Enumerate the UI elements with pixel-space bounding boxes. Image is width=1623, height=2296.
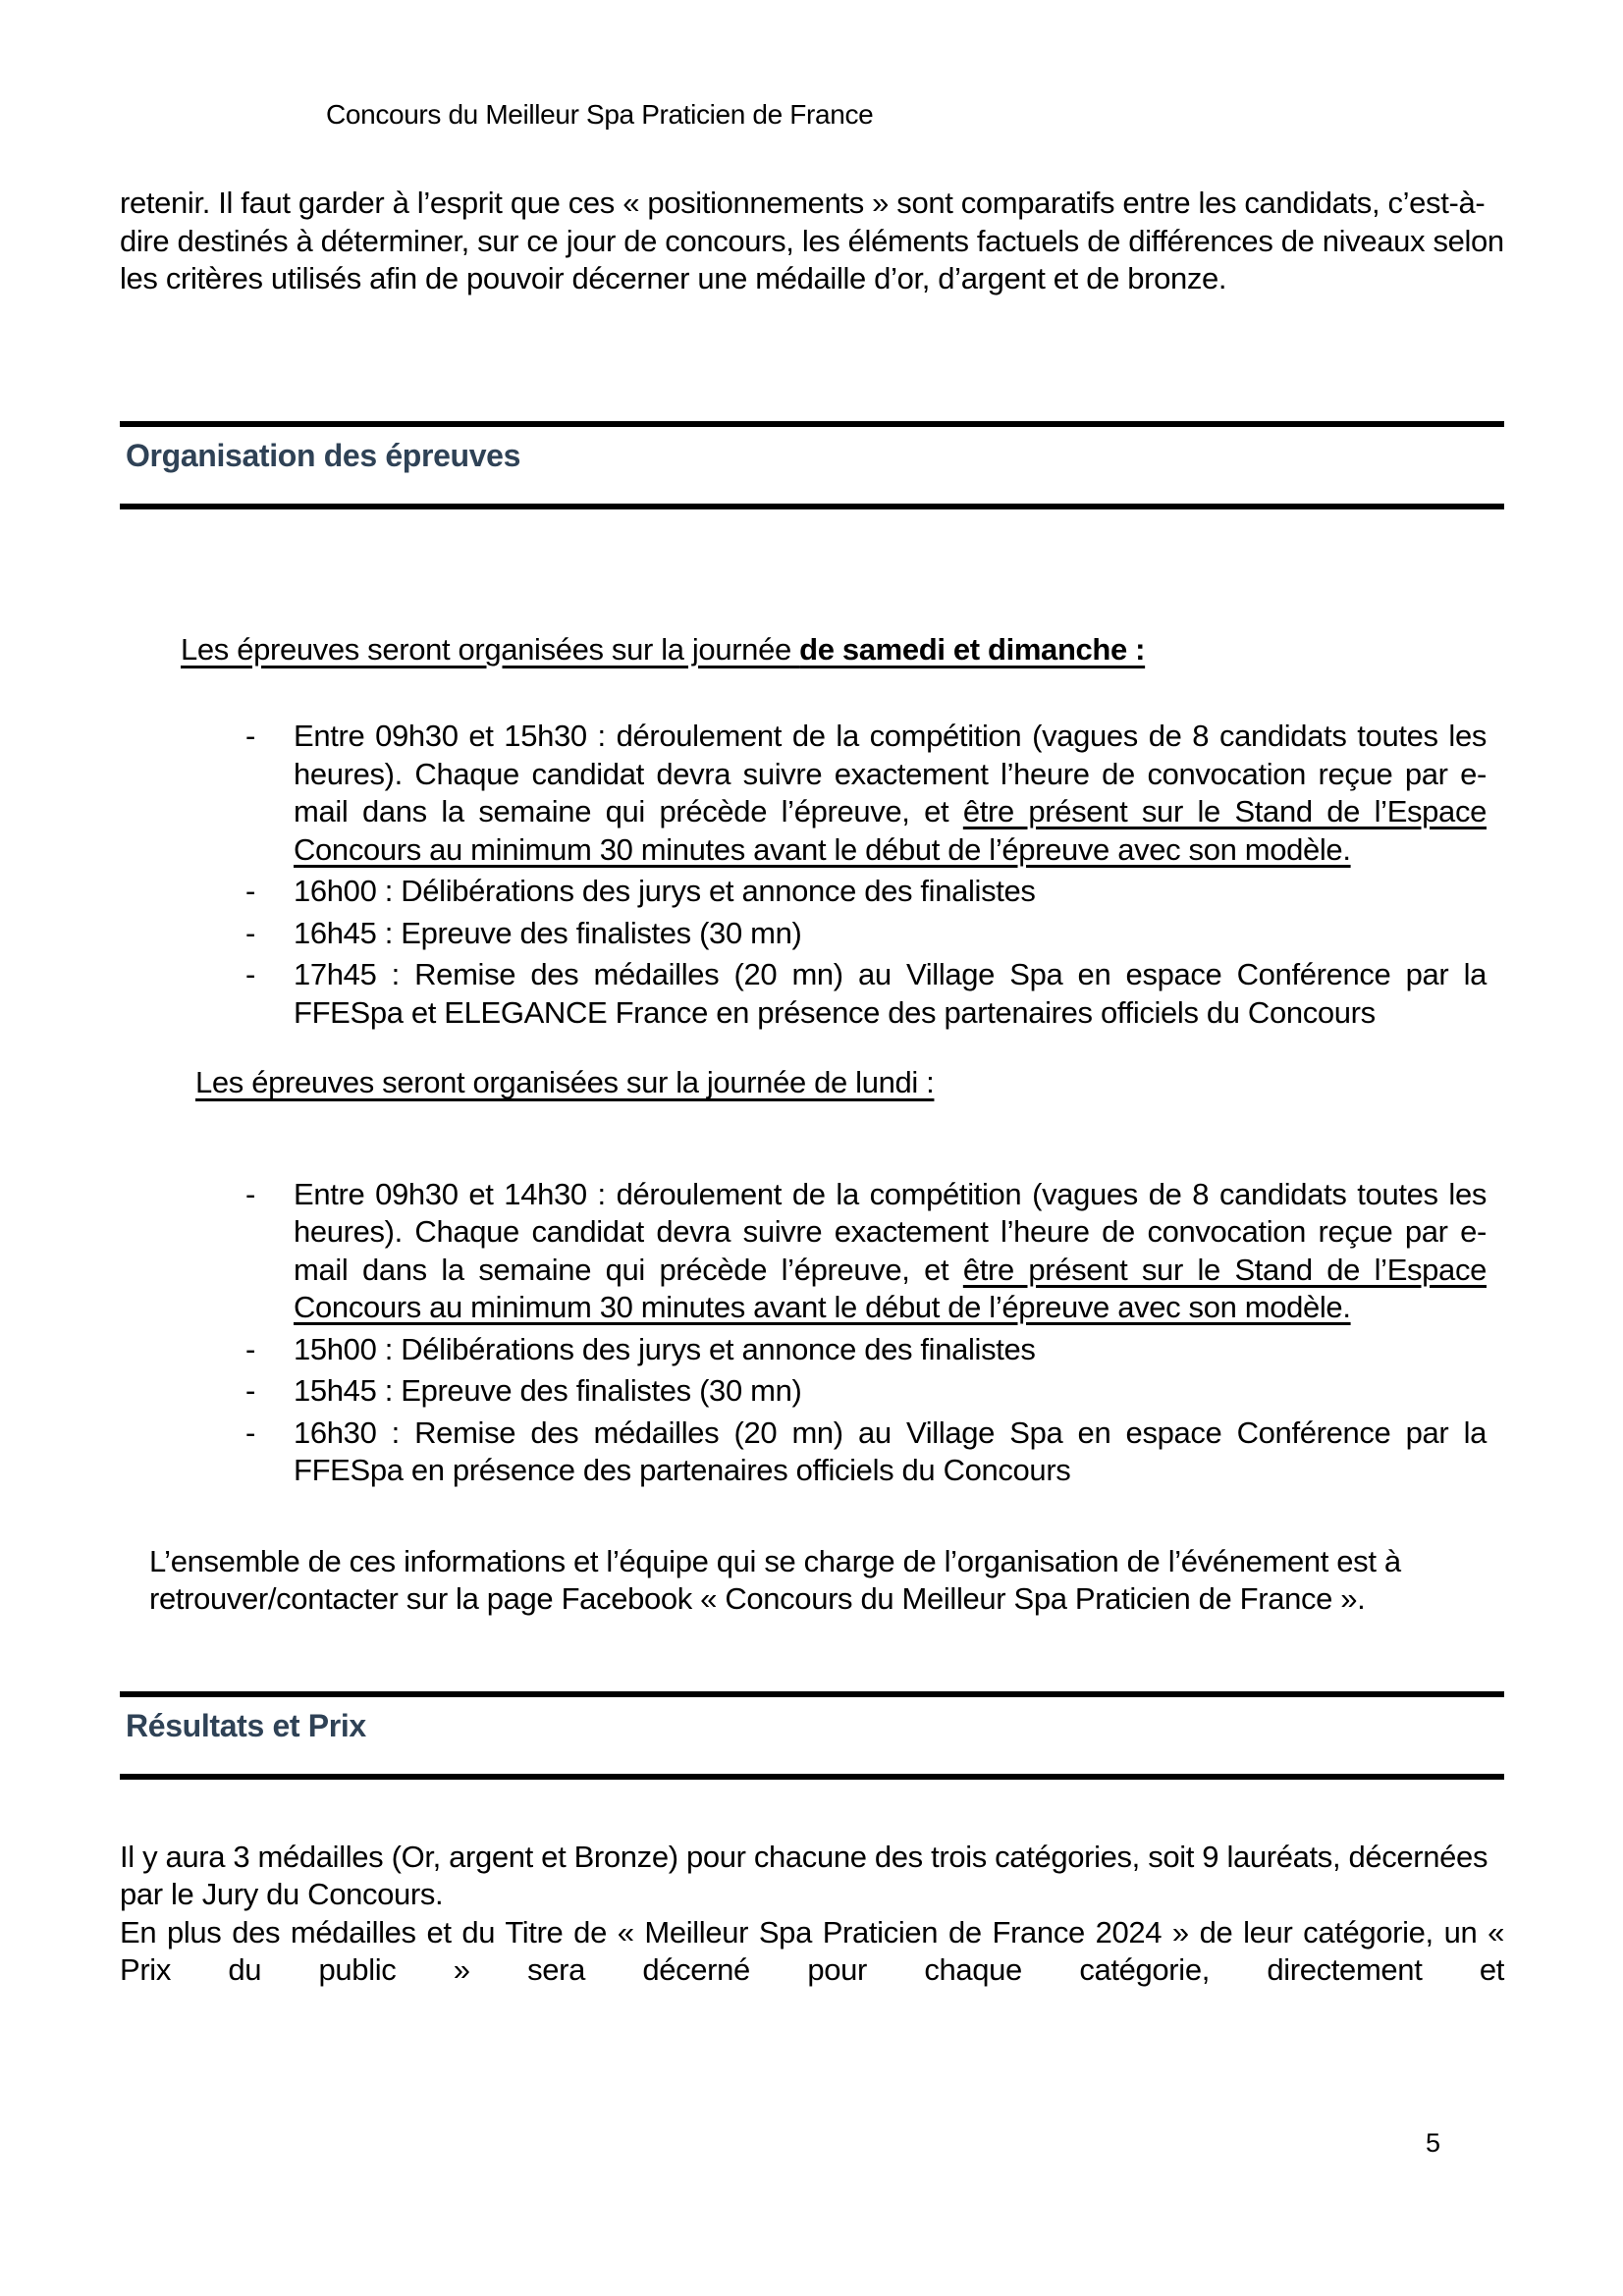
facebook-info-paragraph: L’ensemble de ces informations et l’équipe qui se charge de l’organisation de l’événement est à retrouver/contacter sur la page Facebook « Concours du Meilleur Spa Praticien de France ». [149, 1543, 1401, 1616]
schedule-item-finalists-round: - 16h45 : Epreuve des finalistes (30 mn) [294, 915, 1504, 953]
schedule-item-finalists-round: - 15h45 : Epreuve des finalistes (30 mn) [294, 1372, 1504, 1411]
results-paragraph-public-prize: En plus des médailles et du Titre de « Meilleur Spa Praticien de France 2024 » de leur catégorie, un « Prix du public » sera décerné pour chaque catégorie, directement et [120, 1914, 1504, 1987]
schedule-item-deliberations: - 15h00 : Délibérations des jurys et annonce des finalistes [294, 1331, 1504, 1369]
section-heading-resultats-et-prix: Résultats et Prix [120, 1691, 1504, 1780]
schedule-item-medal-ceremony: - 17h45 : Remise des médailles (20 mn) au Village Spa en espace Conférence par la FFESpa et ELEGANCE France en présence des partenaires officiels du Concours [294, 956, 1504, 1032]
running-header: Concours du Meilleur Spa Praticien de France [326, 99, 874, 130]
schedule-item-medal-ceremony: - 16h30 : Remise des médailles (20 mn) au Village Spa en espace Conférence par la FFESpa en présence des partenaires officiels du Concours [294, 1415, 1504, 1490]
subheading-saturday-bold: de samedi et dimanche : [799, 631, 1146, 667]
schedule-item-text: Entre 09h30 et 15h30 : déroulement de la compétition (vagues de 8 candidats toutes les heures). Chaque candidat devra suivre exactement l’heure de convocation reçue par e-mail dans la semaine qui précède l’épreuve, et [294, 719, 1487, 828]
saturday-schedule-list [120, 718, 1504, 1032]
subheading-saturday-sunday [181, 631, 1504, 669]
schedule-item-underlined-text: être présent sur le Stand de l’Espace Concours au minimum 30 minutes avant le début de l’épreuve avec son modèle. [294, 1252, 1487, 1324]
schedule-item-text: Entre 09h30 et 14h30 : déroulement de la compétition (vagues de 8 candidats toutes les heures). Chaque candidat devra suivre exactement l’heure de convocation reçue par e-mail dans la semaine qui précède l’épreuve, et [294, 1176, 1487, 1287]
schedule-item-competition [294, 1176, 1504, 1327]
subheading-saturday-prefix: Les épreuves seront organisées sur la journée [181, 631, 800, 667]
section-heading-organisation-des-epreuves: Organisation des épreuves [120, 421, 1504, 509]
page-number: 5 [1426, 2128, 1440, 2158]
intro-paragraph: retenir. Il faut garder à l’esprit que ces « positionnements » sont comparatifs entre les candidats, c’est-à-dire destinés à déterminer, sur ce jour de concours, les éléments factuels de différences de niveaux selon les critères utilisés afin de pouvoir décerner une médaille d’or, d’argent et de bronze. [120, 186, 1504, 295]
schedule-item-underlined-text: être présent sur le Stand de l’Espace Concours au minimum 30 minutes avant le début de l’épreuve avec son modèle. [294, 794, 1487, 867]
monday-schedule-list [120, 1176, 1504, 1490]
schedule-item-competition [294, 718, 1504, 869]
schedule-item-deliberations: - 16h00 : Délibérations des jurys et annonce des finalistes [294, 873, 1504, 911]
results-paragraph-medals: Il y aura 3 médailles (Or, argent et Bronze) pour chacune des trois catégories, soit 9 lauréats, décernées par le Jury du Concours. [120, 1839, 1488, 1911]
subheading-monday: Les épreuves seront organisées sur la journée de lundi : [195, 1065, 935, 1099]
